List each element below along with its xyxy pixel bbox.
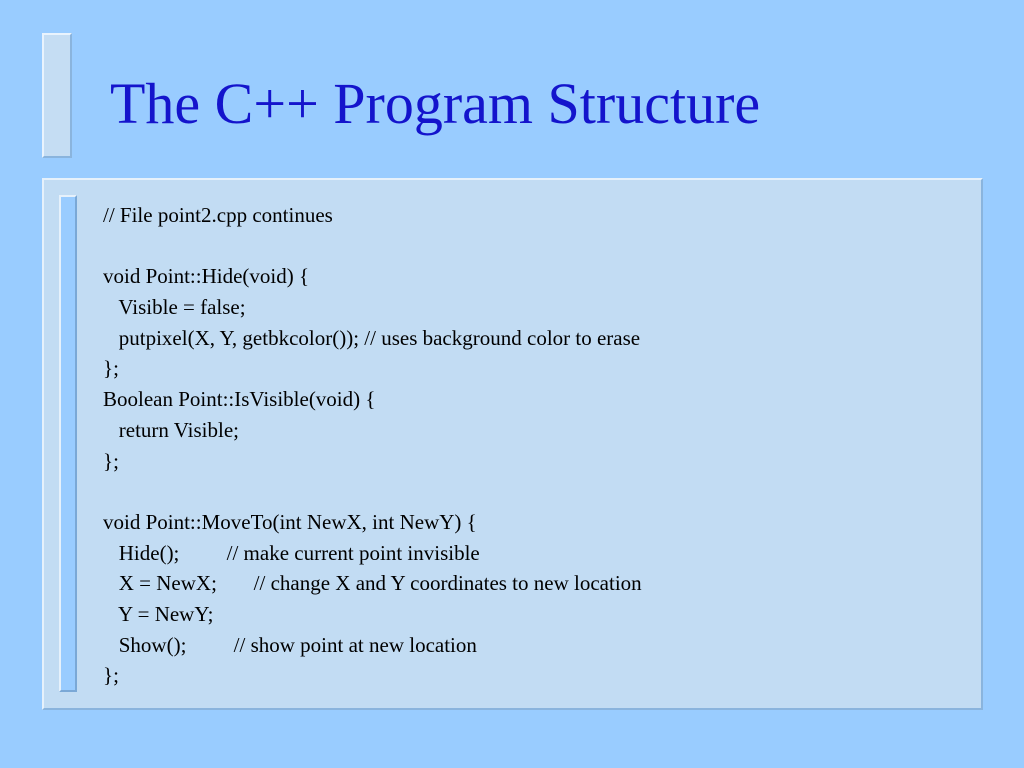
code-line: // File point2.cpp continues [103,203,333,227]
code-line: Boolean Point::IsVisible(void) { [103,387,376,412]
code-line: void Point::MoveTo(int NewX, int NewY) { [103,509,477,534]
code-line: Y = NewY; [103,601,214,626]
code-line: Visible = false; [103,295,246,320]
code-line: putpixel(X, Y, getbkcolor()); // uses background color to erase [103,325,641,350]
code-line: return Visible; [103,417,239,442]
code-line: void Point::Hide(void) { [103,264,310,289]
code-listing [103,200,642,691]
code-line: }; [103,663,119,688]
slide-title: The C++ Program Structure [110,71,761,136]
code-line: Hide(); // make current point invisible [103,540,480,565]
code-accent-bar [59,195,77,692]
code-line: X = NewX; // change X and Y coordinates to new location [103,571,642,596]
title-accent-bar [42,33,72,158]
code-line: }; [103,356,119,381]
code-line [103,476,642,507]
code-line: }; [103,448,119,473]
code-line [103,231,642,262]
code-line: Show(); // show point at new location [103,632,477,657]
